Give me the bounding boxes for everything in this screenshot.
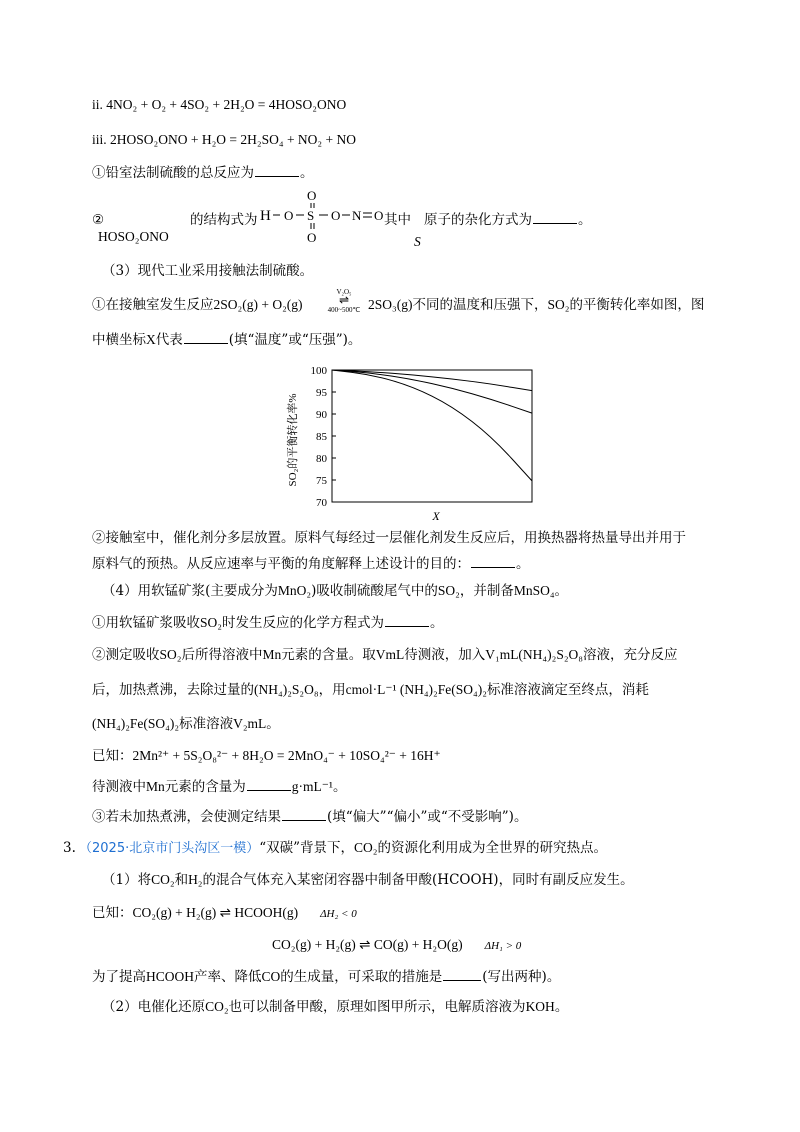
p3-text-b: 的资源化利用成为全世界的研究热点。 — [377, 840, 607, 856]
p3-1-text-c: 的混合气体充入某密闭容器中制备甲酸(HCOOH)，同时有副反应发生。 — [202, 872, 634, 888]
problem-number: 3. — [63, 840, 76, 856]
q4-2-text-b: 后所得溶液中 — [181, 647, 263, 663]
answer-blank[interactable] — [471, 555, 515, 568]
q3-1-text-b: 不同的温度和压强下， — [412, 297, 548, 313]
atom-s-label: S — [414, 234, 421, 249]
question-1: ①铅室法制硫酸的总反应为 。 — [92, 165, 314, 181]
atom-h: H — [260, 208, 271, 224]
q4-6-text-a: ③若未加热煮沸，会使测定结果 — [92, 809, 281, 825]
known-equation-2 — [92, 904, 357, 923]
question-2-text-c: 其中 — [384, 212, 411, 228]
sec4-so2: SO₂ — [437, 583, 460, 598]
answer-blank[interactable] — [255, 164, 299, 177]
series-line-1 — [332, 370, 532, 391]
series-line-3 — [332, 370, 532, 481]
p3-known-label: 已知： — [92, 905, 133, 921]
conversion-chart — [280, 360, 540, 525]
q3-1-eq-right: 2SO₃(g) — [368, 297, 413, 312]
q4-2-v: VmL — [375, 647, 405, 662]
y-tick-label: 90 — [316, 409, 327, 421]
q4-4-text-b: 标准溶液 — [179, 716, 234, 732]
y-tick-label: 75 — [316, 475, 327, 487]
p3-known-dh1: ΔH₁ > 0 — [484, 940, 522, 952]
y-tick-label: 80 — [316, 453, 327, 465]
p3-3-end: 。 — [554, 999, 569, 1015]
q4-2-v1: V₁mL(NH₄)₂S₂O₈ — [485, 647, 584, 662]
question-2-text-d: 原子的杂化方式为 。 — [424, 212, 592, 228]
sec4-text-b: )吸收制硫酸尾气中的 — [311, 583, 438, 599]
known-equation-3 — [272, 936, 521, 955]
answer-blank[interactable] — [282, 808, 326, 821]
q4-2-so2: SO₂ — [159, 647, 182, 662]
sec4-mnso4: MnSO₄ — [513, 583, 555, 598]
q4-3-text-a: 后，加热煮沸，去除过量的 — [92, 682, 254, 698]
p3-known-eq1: CO₂(g) + H₂(g) ⇌ HCOOH(g) — [132, 905, 299, 920]
chart-ylabel: SO₂的平衡转化率% — [287, 393, 299, 487]
q4-5-text-b: 元素的含量为 — [164, 779, 246, 795]
answer-blank[interactable] — [184, 331, 228, 344]
chart-frame — [332, 370, 532, 502]
question-4-1: ①用软锰矿浆吸收SO₂时发生反应的化学方程式为 。 — [92, 615, 444, 631]
q4-2-text-c: 元素的含量。取 — [281, 647, 376, 663]
question-3-1 — [92, 296, 303, 314]
problem-3-question — [92, 968, 560, 986]
chart-xlabel: X — [432, 509, 440, 523]
answer-blank[interactable] — [385, 614, 429, 627]
p3-2-co: CO — [261, 969, 281, 984]
p3-2-hcooh: HCOOH — [146, 969, 195, 984]
known-eq: 2Mn²⁺ + 5S₂O₈²⁻ + 8H₂O = 2MnO₄⁻ + 10SO₄²⁻ + 16H⁺ — [132, 748, 441, 763]
q4-1-text-a: ①用软锰矿浆吸收 — [92, 615, 200, 631]
atom-o2: O — [331, 208, 341, 223]
compound-label: HOSO₂ONO — [98, 229, 169, 244]
p3-1-text-b: 和 — [174, 872, 189, 888]
q4-1-text-b: 时发生反应的化学方程式为 — [221, 615, 384, 631]
known-label: 已知： — [92, 748, 133, 764]
p3-3-text-b: 也可以制备甲酸，原理如图甲所示，电解质溶液为 — [228, 999, 526, 1015]
p3-2-text-a: 为了提高 — [92, 969, 146, 985]
q3-1-so2: SO₂ — [547, 297, 570, 312]
atom-s: S — [307, 208, 315, 223]
q3-1-text-f: (填“温度”或“压强”)。 — [228, 332, 362, 348]
question-4-4 — [92, 808, 527, 826]
catalyst-label: V₂O₅ — [336, 288, 352, 296]
p3-text-a: “双碳”背景下， — [259, 840, 355, 856]
p3-1-h2: H₂ — [188, 872, 203, 887]
question-2-hybrid: 原子的杂化方式为 — [424, 212, 532, 228]
q3-1-text-e: 代表 — [155, 332, 183, 348]
atom-o3: O — [374, 208, 384, 223]
question-1-text: ①铅室法制硫酸的总反应为 — [92, 165, 254, 181]
q4-3-text-d: 标准溶液滴定至终点，消耗 — [486, 682, 649, 698]
q4-4-v2: V₂mL — [233, 716, 267, 731]
y-tick-label: 85 — [316, 431, 327, 443]
sec4-text-a: （4）用软锰矿浆(主要成分为 — [102, 583, 278, 599]
q4-2-mn: Mn — [262, 647, 282, 662]
atom-o-bottom: O — [307, 230, 317, 245]
question-2 — [92, 211, 104, 229]
sec4-end: 。 — [554, 583, 569, 599]
y-tick-label: 95 — [316, 387, 327, 399]
p3-3-text-a: （2）电催化还原 — [102, 999, 206, 1015]
question-4-2-a — [92, 646, 678, 664]
question-4-3 — [92, 778, 346, 796]
q4-5-end: 。 — [332, 779, 347, 795]
p3-2-text-f: (写出两种)。 — [482, 969, 561, 985]
q4-2-text-a: ②测定吸收 — [92, 647, 160, 663]
answer-blank[interactable] — [533, 211, 577, 224]
known-equation-1 — [92, 747, 441, 765]
p3-known-dh2: ΔH₂ < 0 — [320, 908, 357, 920]
equilibrium-arrow: V₂O₅ ⇌ 400~500℃ — [320, 288, 368, 316]
problem-3 — [63, 839, 607, 858]
q4-4-reagent: (NH₄)₂Fe(SO₄)₂ — [92, 716, 180, 731]
q4-5-text-a: 待测液中 — [92, 779, 146, 795]
q4-6-text-b: (填“偏大”“偏小”或“不受影响”)。 — [327, 809, 528, 825]
q4-3-conc: cmol·L⁻¹ (NH₄)₂Fe(SO₄)₂ — [345, 682, 487, 697]
q3-2-text: 原料气的预热。从反应速率与平衡的角度解释上述设计的目的： — [92, 556, 470, 572]
q4-4-end: 。 — [266, 716, 280, 732]
y-tick-label: 100 — [310, 365, 327, 377]
p3-co2: CO₂ — [354, 840, 378, 855]
atom-o-top: O — [307, 188, 317, 203]
q3-1-eq-left: 2SO₂(g) + O₂(g) — [213, 297, 303, 312]
problem-source[interactable]: （2025·北京市门头沟区一模） — [79, 841, 260, 856]
section-3-heading: （3）现代工业采用接触法制硫酸。 — [102, 263, 314, 279]
atom-n: N — [352, 208, 362, 223]
q4-5-mn: Mn — [146, 779, 165, 794]
q3-1-text-c: 的平衡转化率如图，图 — [569, 297, 705, 313]
q4-2-text-e: 溶液，充分反应 — [583, 647, 678, 663]
answer-blank[interactable] — [247, 778, 291, 791]
temperature-label: 400~500℃ — [327, 306, 361, 314]
p3-3-co2: CO₂ — [205, 999, 229, 1014]
q3-1-text-d: 中横坐标 — [92, 332, 146, 348]
reaction-iii: iii. 2HOSO₂ONO + H₂O = 2H₂SO₄ + NO₂ + NO — [92, 132, 356, 147]
sec4-mno2: MnO₂ — [277, 583, 312, 598]
atom-o1: O — [284, 208, 294, 223]
q4-1-so2: SO₂ — [200, 615, 222, 630]
question-3-2-b: 原料气的预热。从反应速率与平衡的角度解释上述设计的目的： 。 — [92, 556, 530, 572]
question-4-2-c — [92, 715, 280, 733]
q4-2-text-d: 待测液，加入 — [404, 647, 486, 663]
q4-5-unit: g·mL⁻¹ — [291, 779, 333, 794]
p3-3-koh: KOH — [525, 999, 555, 1014]
section-4-heading — [102, 582, 568, 600]
p3-known-eq2: CO₂(g) + H₂(g) ⇌ CO(g) + H₂O(g) — [272, 937, 463, 952]
problem-3-part-1 — [102, 871, 634, 889]
reaction-ii: ii. 4NO₂ + O₂ + 4SO₂ + 2H₂O = 4HOSO₂ONO — [92, 97, 347, 112]
question-3-1-c — [92, 331, 361, 349]
p3-1-co2: CO₂ — [151, 872, 175, 887]
question-2-text-b — [384, 211, 411, 229]
q4-3-reagent: (NH₄)₂S₂O₈ — [254, 682, 319, 697]
answer-blank[interactable] — [443, 968, 481, 981]
sec4-text-c: ，并制备 — [459, 583, 514, 599]
question-3-1-b — [368, 296, 704, 314]
problem-3-part-2 — [102, 998, 568, 1016]
question-3-2-a: ②接触室中，催化剂分多层放置。原料气每经过一层催化剂发生反应后，用换热器将热量导出并用于 — [92, 530, 686, 546]
y-tick-label: 70 — [316, 497, 327, 509]
q3-1-x: X — [146, 332, 156, 347]
p3-2-text-e: 的生成量，可采取的措施是 — [280, 969, 443, 985]
q3-1-text-a: ①在接触室发生反应 — [92, 297, 214, 313]
question-4-2-b — [92, 681, 649, 699]
p3-2-text-c: 产率、降低 — [194, 969, 262, 985]
question-2-text-a: 的结构式为 — [190, 212, 258, 228]
question-2-marker: ② — [92, 212, 105, 228]
q4-3-text-b: ，用 — [318, 682, 346, 698]
p3-1-text-a: （1）将 — [102, 872, 152, 888]
